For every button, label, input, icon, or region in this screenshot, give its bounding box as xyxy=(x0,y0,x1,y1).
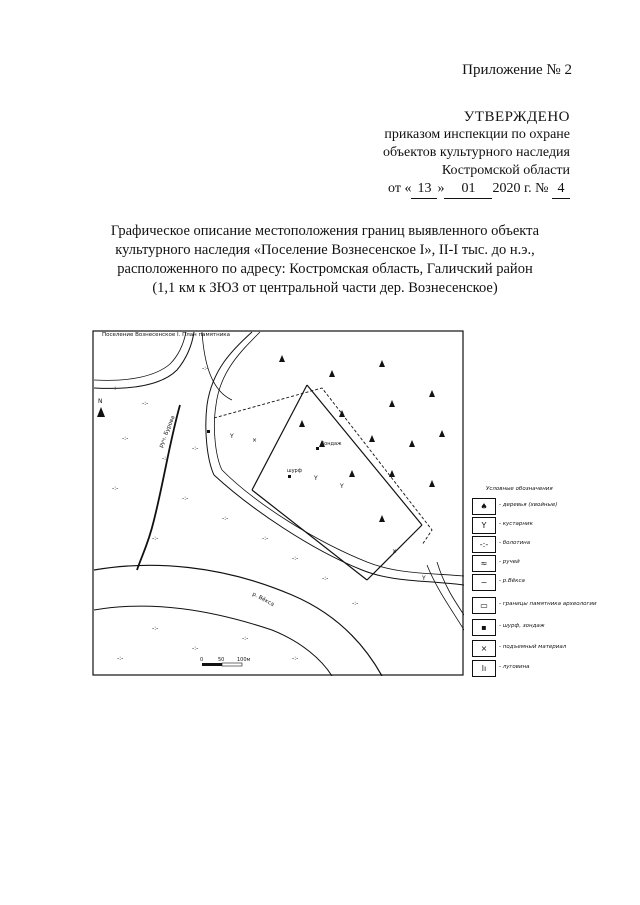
svg-text:-:-: -:- xyxy=(112,385,119,392)
legend-item xyxy=(472,574,622,590)
legend-label: - границы памятника археологии xyxy=(499,601,597,607)
legend-symbol-icon: ♠ xyxy=(472,498,496,515)
legend-symbol-icon: × xyxy=(472,640,496,657)
legend-item xyxy=(472,517,622,533)
stream-label: руч. Бурова xyxy=(158,414,177,449)
legend-symbol-icon: Y xyxy=(472,517,496,534)
svg-text:-:-: -:- xyxy=(112,485,119,492)
legend-symbol-icon: -:- xyxy=(472,536,496,553)
svg-text:Y: Y xyxy=(422,575,426,582)
title-line-1: Графическое описание местоположения границ выявленного объекта xyxy=(110,223,540,239)
svg-text:-:-: -:- xyxy=(322,575,329,582)
date-prefix: от « xyxy=(388,181,412,196)
title-line-4: (1,1 км к ЗЮЗ от центральной части дер. Вознесенское) xyxy=(152,280,498,296)
scale-zero: 0 xyxy=(200,657,204,663)
svg-text:-:-: -:- xyxy=(122,435,129,442)
pit-label: шурф xyxy=(287,468,302,474)
svg-text:Y: Y xyxy=(340,483,344,490)
legend-item xyxy=(472,498,622,514)
svg-text:-:-: -:- xyxy=(192,445,199,452)
scale-mid: 50 xyxy=(218,657,225,663)
svg-text:-:-: -:- xyxy=(242,635,249,642)
legend-symbol-icon: ▭ xyxy=(472,597,496,614)
date-year: 2020 г. № xyxy=(492,181,549,196)
site-plan-map xyxy=(92,330,464,676)
legend-title: Условные обозначения xyxy=(486,486,553,492)
svg-text:-:-: -:- xyxy=(352,600,359,607)
svg-text:-:-: -:- xyxy=(192,645,199,652)
legend-symbol-icon: lı xyxy=(472,660,496,677)
svg-text:-:-: -:- xyxy=(142,400,149,407)
svg-text:Y: Y xyxy=(230,433,234,440)
scale-end: 100м xyxy=(237,657,251,663)
svg-text:-:-: -:- xyxy=(162,455,169,462)
svg-text:-:-: -:- xyxy=(222,515,229,522)
svg-text:-:-: -:- xyxy=(262,535,269,542)
svg-text:×: × xyxy=(392,548,398,555)
legend-item xyxy=(472,597,622,613)
svg-text:×: × xyxy=(252,437,258,444)
legend-symbol-icon: ≈ xyxy=(472,555,496,572)
svg-text:-:-: -:- xyxy=(202,365,209,372)
legend-item xyxy=(472,555,622,571)
legend-label: - подъемный материал xyxy=(499,644,567,650)
date-month: 01 xyxy=(444,180,492,199)
svg-text:-:-: -:- xyxy=(152,535,159,542)
river-label: р. Вёкса xyxy=(251,591,275,608)
legend-label: - кустарник xyxy=(499,521,533,527)
legend-label: - болотина xyxy=(499,540,531,546)
approval-date-line xyxy=(383,180,570,199)
svg-text:-:-: -:- xyxy=(292,555,299,562)
legend-label: - шурф, зондаж xyxy=(499,623,545,629)
legend-symbol-icon: ▪ xyxy=(472,619,496,636)
approval-line-1: приказом инспекции по охране xyxy=(384,127,570,142)
svg-text:Y: Y xyxy=(314,475,318,482)
annex-number: Приложение № 2 xyxy=(462,62,572,78)
legend-item xyxy=(472,619,622,635)
date-day: 13 xyxy=(411,180,437,199)
legend-label: - ручей xyxy=(499,559,520,565)
probe-label: 3ондаж xyxy=(321,441,342,447)
svg-text:-:-: -:- xyxy=(182,495,189,502)
north-arrow-icon: N xyxy=(98,398,103,405)
legend-item xyxy=(472,640,622,656)
map-caption: Поселение Вознесенское I. План памятника xyxy=(102,332,230,338)
legend-label: - луговина xyxy=(499,664,530,670)
legend-symbol-icon: ~ xyxy=(472,574,496,591)
legend-label: - р.Вёкса xyxy=(499,578,525,584)
svg-text:-:-: -:- xyxy=(292,655,299,662)
title-line-2: культурного наследия «Поселение Вознесенское I», II-I тыс. до н.э., xyxy=(115,242,535,258)
svg-text:-:-: -:- xyxy=(117,655,124,662)
legend-item xyxy=(472,536,622,552)
approval-line-2: объектов культурного наследия xyxy=(382,145,570,160)
legend-item xyxy=(472,660,622,676)
legend-label: - деревья (хвойные) xyxy=(499,502,558,508)
approved-heading: УТВЕРЖДЕНО xyxy=(463,109,570,125)
title-line-3: расположенного по адресу: Костромская область, Галичский район xyxy=(117,261,533,277)
approval-block xyxy=(383,108,570,199)
date-mid: » xyxy=(437,181,445,196)
order-number: 4 xyxy=(552,180,570,199)
document-title xyxy=(90,222,560,298)
svg-text:-:-: -:- xyxy=(152,625,159,632)
approval-line-3: Костромской области xyxy=(441,163,570,178)
